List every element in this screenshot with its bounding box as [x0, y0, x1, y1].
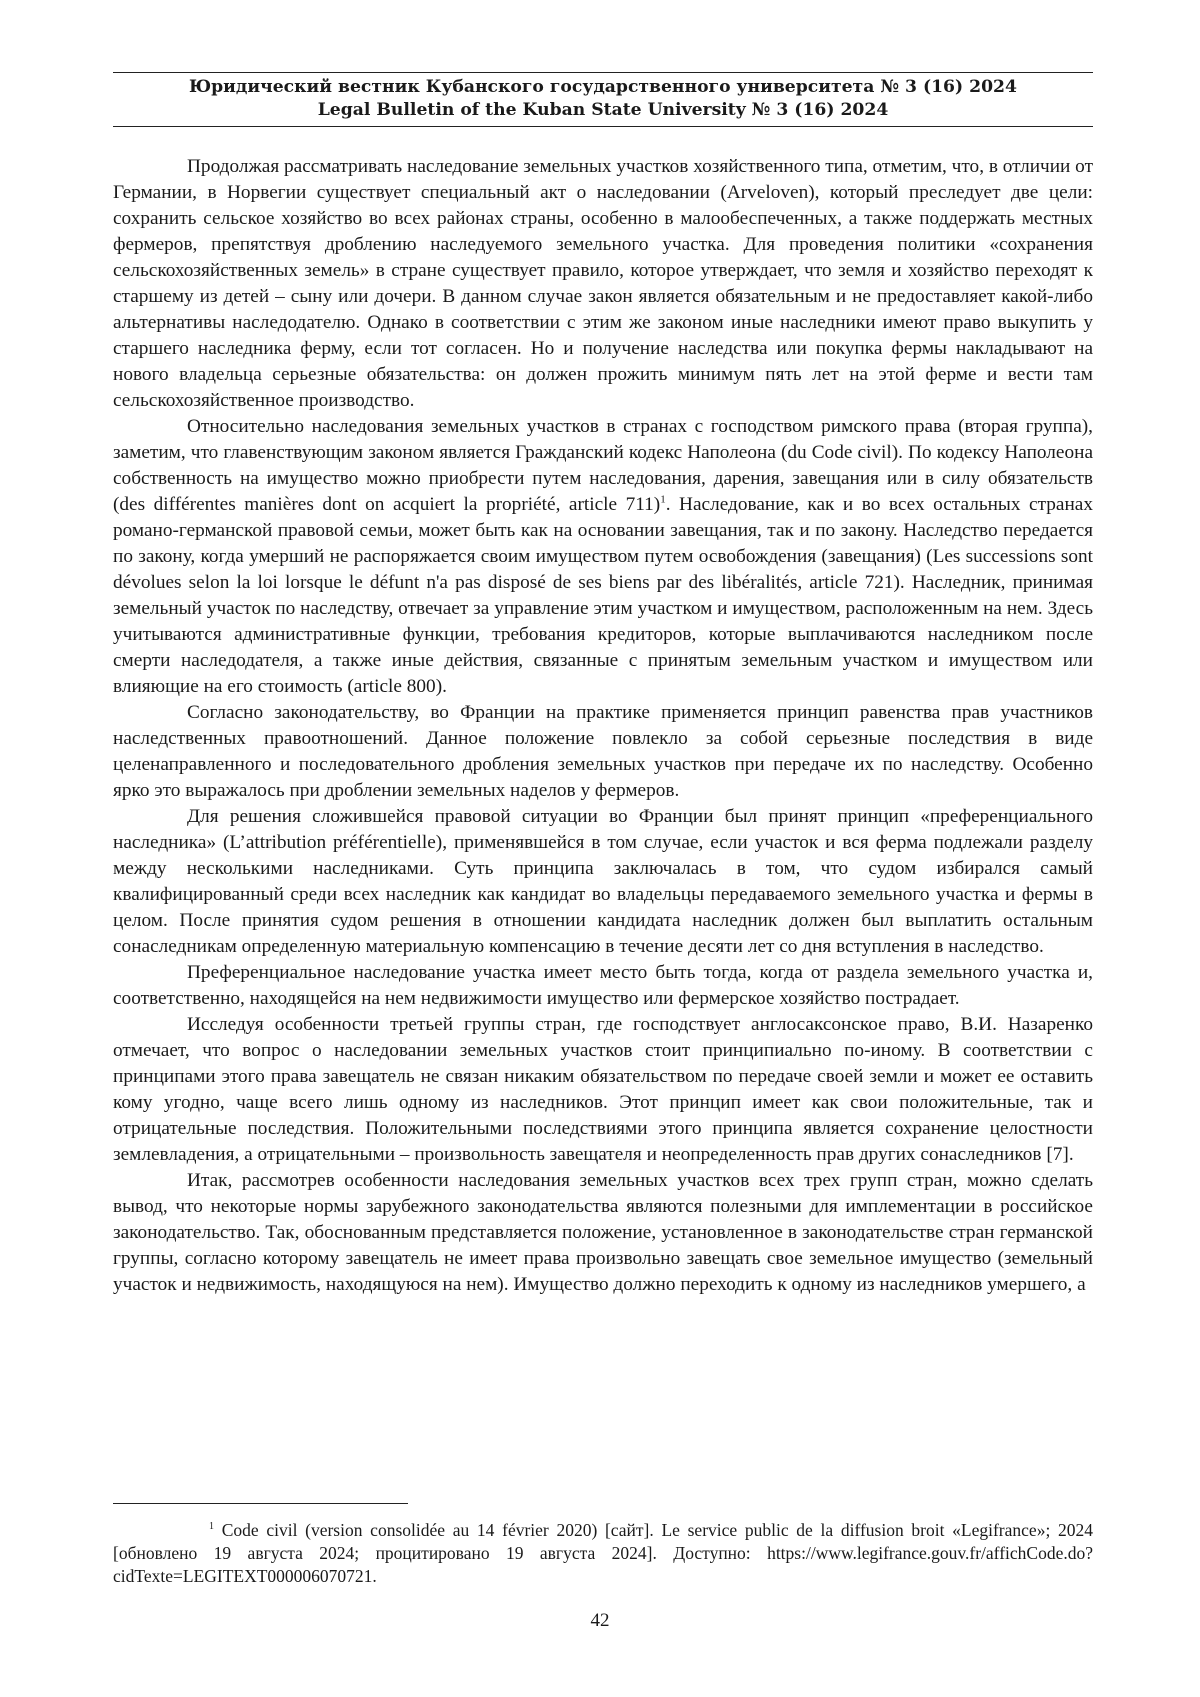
footnote [113, 1519, 1093, 1588]
footnote-marker: 1 [209, 1521, 214, 1533]
paragraph-preferential-heir: Для решения сложившейся правовой ситуации во Франции был принят принцип «преференциального наследника» (L’attribution préférentielle), применявшейся в том случае, если участок и вся ферма подлежали разделу между несколькими наследниками. Суть принципа заключалась в том, что судом избирался самый квалифицированный среди всех наследник как кандидат во владельцы передаваемого земельного участка и фермы в целом. После принятия судом решения в отношении кандидата наследник должен был выплатить остальным сонаследникам определенную материальную компенсацию в течение десяти лет со дня вступления в наследство. [113, 806, 1093, 957]
footnote-reference[interactable]: 1 [660, 493, 666, 506]
paragraph-preferential-inheritance: Преференциальное наследование участка имеет место быть тогда, когда от раздела земельного участка и, соответственно, находящейся на нем недвижимости имущество или фермерское хозяйство пострадает. [113, 962, 1093, 1009]
running-header [113, 72, 1093, 127]
footnote-text: Code civil (version consolidée au 14 février 2020) [сайт]. Le service public de la diffusion broit «Legifrance»; 2024 [обновлено 19 августа 2024; процитировано 19 августа 2024]. Доступно: https://www.legifrance.gouv.fr/affichCode.do?cidTexte=LEGITEXT000006070721. [113, 1520, 1093, 1586]
header-title-en: Legal Bulletin of the Kuban State University № 3 (16) 2024 [317, 100, 889, 120]
paragraph-text-after-footnote: . Наследование, как и во всех остальных странах романо-германской правовой семьи, может быть как на основании завещания, так и по закону. Наследство передается по закону, когда умерший не распоряжается своим имуществом путем освобождения (завещания) (Les successions sont dévolues selon la loi lorsque le défunt n'a pas disposé de ses biens par des libéralités, article 721). Наследник, принимая земельный участок по наследству, отвечает за управление этим участком и имуществом, расположенным на нем. Здесь учитываются административные функции, требования кредиторов, которые выплачиваются наследником после смерти наследодателя, а также иные действия, связанные с принятым земельным участком и имуществом или влияющие на его стоимость (article 800). [113, 494, 1093, 697]
paragraph-text-before-footnote: Относительно наследования земельных участков в странах с господством римского права (вторая группа), заметим, что главенствующим законом является Гражданский кодекс Наполеона (du Code civil). По кодексу Наполеона собственность на имущество можно приобрести путем наследования, дарения, завещания или в силу обязательств (des différentes manières dont on acquiert la propriété, article 711) [113, 416, 1093, 515]
article-body [113, 154, 1093, 1298]
page-number: 42 [590, 1610, 610, 1631]
paragraph-equality-principle: Согласно законодательству, во Франции на практике применяется принцип равенства прав участников наследственных правоотношений. Данное положение повлекло за собой серьезные последствия в виде целенаправленного и последовательного дробления земельных участков при передаче их по наследству. Особенно ярко это выражалось при дроблении земельных наделов у фермеров. [113, 702, 1093, 801]
paragraph-norway-arveloven: Продолжая рассматривать наследование земельных участков хозяйственного типа, отметим, что, в отличии от Германии, в Норвегии существует специальный акт о наследовании (Arveloven), который преследует две цели: сохранить сельское хозяйство во всех районах страны, особенно в малообеспеченных, а также поддержать местных фермеров, препятствуя дроблению наследуемого земельного участка. Для проведения политики «сохранения сельскохозяйственных земель» в стране существует правило, которое утверждает, что земля и хозяйство переходят к старшему из детей – сыну или дочери. В данном случае закон является обязательным и не предоставляет какой-либо альтернативы наследодателю. Однако в соответствии с этим же законом иные наследники имеют право выкупить у старшего наследника ферму, если тот согласен. Но и получение наследства или покупка фермы накладывают на нового владельца серьезные обязательства: он должен прожить минимум пять лет на этой ферме и вести там сельскохозяйственное производство. [113, 156, 1093, 411]
footnote-separator [113, 1503, 408, 1504]
paragraph-conclusion: Итак, рассмотрев особенности наследования земельных участков всех трех групп стран, можно сделать вывод, что некоторые нормы зарубежного законодательства являются полезными для имплементации в российское законодательство. Так, обоснованным представляется положение, установленное в законодательстве стран германской группы, согласно которому завещатель не имеет права произвольно завещать свое земельное имущество (земельный участок и недвижимость, находящуюся на нем). Имущество должно переходить к одному из наследников умершего, а [113, 1170, 1093, 1295]
header-title-ru: Юридический вестник Кубанского государственного университета № 3 (16) 2024 [189, 77, 1017, 97]
paragraph-roman-law-code-civil [113, 414, 1093, 700]
paragraph-anglo-saxon-law: Исследуя особенности третьей группы стран, где господствует англосаксонское право, В.И. Назаренко отмечает, что вопрос о наследовании земельных участков стоит принципиально по-иному. В соответствии с принципами этого права завещатель не связан никаким обязательством по передаче своей земли и может ее оставить кому угодно, чаще всего лишь одному из наследников. Этот принцип имеет как свои положительные, так и отрицательные последствия. Положительными последствиями этого принципа является сохранение целостности землевладения, а отрицательными – произвольность завещателя и неопределенность прав других сонаследников [7]. [113, 1014, 1093, 1165]
